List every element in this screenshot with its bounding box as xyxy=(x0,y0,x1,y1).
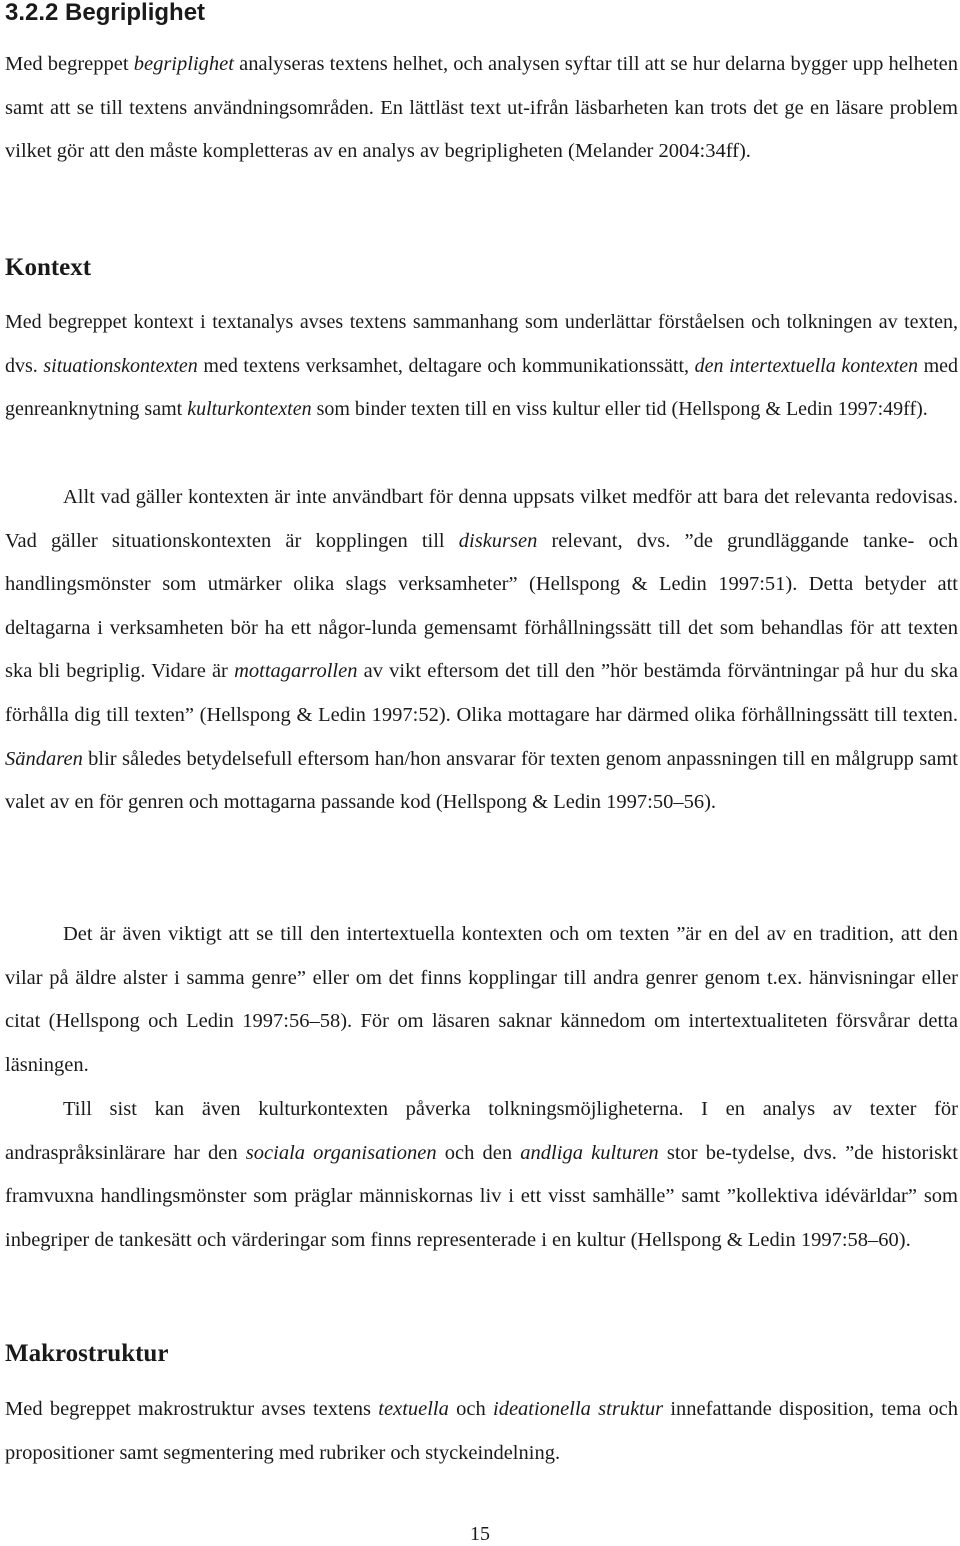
italic-term: diskursen xyxy=(458,529,538,552)
text-run: blir således betydelsefull eftersom han/hon ansvarar för texten genom anpassningen till en målgrupp samt valet av en för genren och mottagarna passande kod (Hellspong & Ledin 1997:50–56). xyxy=(5,747,958,814)
makrostruktur-heading: Makrostruktur xyxy=(5,1340,169,1367)
italic-term: situationskontexten xyxy=(43,354,198,377)
text-run: av vikt eftersom det till den ”hör bestämda förväntningar på hur du ska förhålla dig till texten” (Hellspong & Ledin 1997:52). Olika mottagare har därmed olika förhållningssätt till texten. xyxy=(5,660,958,726)
text-run: Med begreppet xyxy=(5,53,134,75)
kontext-paragraph-1 xyxy=(5,301,958,432)
italic-term: kulturkontexten xyxy=(187,398,312,421)
text-run: med textens verksamhet, deltagare och kommunikationssätt, xyxy=(197,354,695,377)
kontext-paragraph-2 xyxy=(5,476,958,825)
page-number: 15 xyxy=(470,1523,490,1545)
text-run: Till sist kan även kulturkontexten påverka tolkningsmöjligheterna. I en analys av texter för andraspråksinlärare har den xyxy=(5,1098,958,1164)
text-run: och den xyxy=(436,1141,521,1164)
text-run: Med begreppet kontext i textanalys avses textens sammanhang som underlättar förståelsen och tolkningen av texten, dvs. xyxy=(5,311,958,377)
kontext-paragraph-3 xyxy=(5,913,958,1087)
kontext-paragraph-4 xyxy=(5,1088,958,1262)
italic-term: andliga kulturen xyxy=(520,1141,659,1164)
text-run: analyseras textens helhet, och analysen syftar till att se hur delarna bygger upp helheten samt att se till textens användningsområden. En lättläst text ut-ifrån läsbarheten kan trots det ge en läsare problem vilket gör att den måste kompletteras av en analys av begripligheten (Melander 2004:34ff). xyxy=(5,53,958,163)
italic-term: ideationella struktur xyxy=(493,1398,664,1420)
kontext-heading: Kontext xyxy=(5,254,92,281)
italic-term: textuella xyxy=(378,1398,449,1420)
text-run: innefattande disposition, tema och propositioner samt segmentering med rubriker och styckeindelning. xyxy=(5,1398,958,1464)
text-run: med genreanknytning samt xyxy=(5,354,958,421)
section-heading: 3.2.2 Begriplighet xyxy=(5,0,206,26)
italic-term: mottagarrollen xyxy=(234,660,358,683)
text-run: Med begreppet makrostruktur avses textens xyxy=(5,1398,379,1420)
italic-term: den intertextuella kontexten xyxy=(694,354,918,377)
italic-term: begriplighet xyxy=(133,53,234,75)
italic-term: sociala organisationen xyxy=(245,1141,437,1164)
text-run: som binder texten till en viss kultur eller tid (Hellspong & Ledin 1997:49ff). xyxy=(311,398,928,421)
italic-term: Sändaren xyxy=(5,747,83,770)
makrostruktur-paragraph xyxy=(5,1388,958,1475)
text-run: stor be-tydelse, dvs. ”de historiskt framvuxna handlingsmönster som präglar människornas liv i ett visst samhälle” samt ”kollektiva idévärldar” som inbegriper de tankesätt och värderingar som finns representerade i en kultur (Hellspong & Ledin 1997:58–60). xyxy=(5,1141,959,1251)
begriplighet-paragraph xyxy=(5,43,958,174)
text-run: Allt vad gäller kontexten är inte användbart för denna uppsats vilket medför att bara det relevanta redovisas. Vad gäller situationskontexten är kopplingen till xyxy=(5,486,958,552)
text-run: och xyxy=(448,1398,493,1420)
text-run: relevant, dvs. ”de grundläggande tanke- och handlingsmönster som utmärker olika slags verksamheter” (Hellspong & Ledin 1997:51). Detta betyder att deltagarna i verksamheten bör ha ett någor-lunda gemensamt förhållningssätt till det som behandlas för att texten ska bli begriplig. Vidare är xyxy=(5,529,959,683)
text-run: Det är även viktigt att se till den intertextuella kontexten och om texten ”är en del av en tradition, att den vilar på äldre alster i samma genre” eller om det finns kopplingar till andra genrer genom t.ex. hänvisningar eller citat (Hellspong och Ledin 1997:56–58). För om läsaren saknar kännedom om intertextualiteten försvårar detta läsningen. xyxy=(5,923,958,1076)
